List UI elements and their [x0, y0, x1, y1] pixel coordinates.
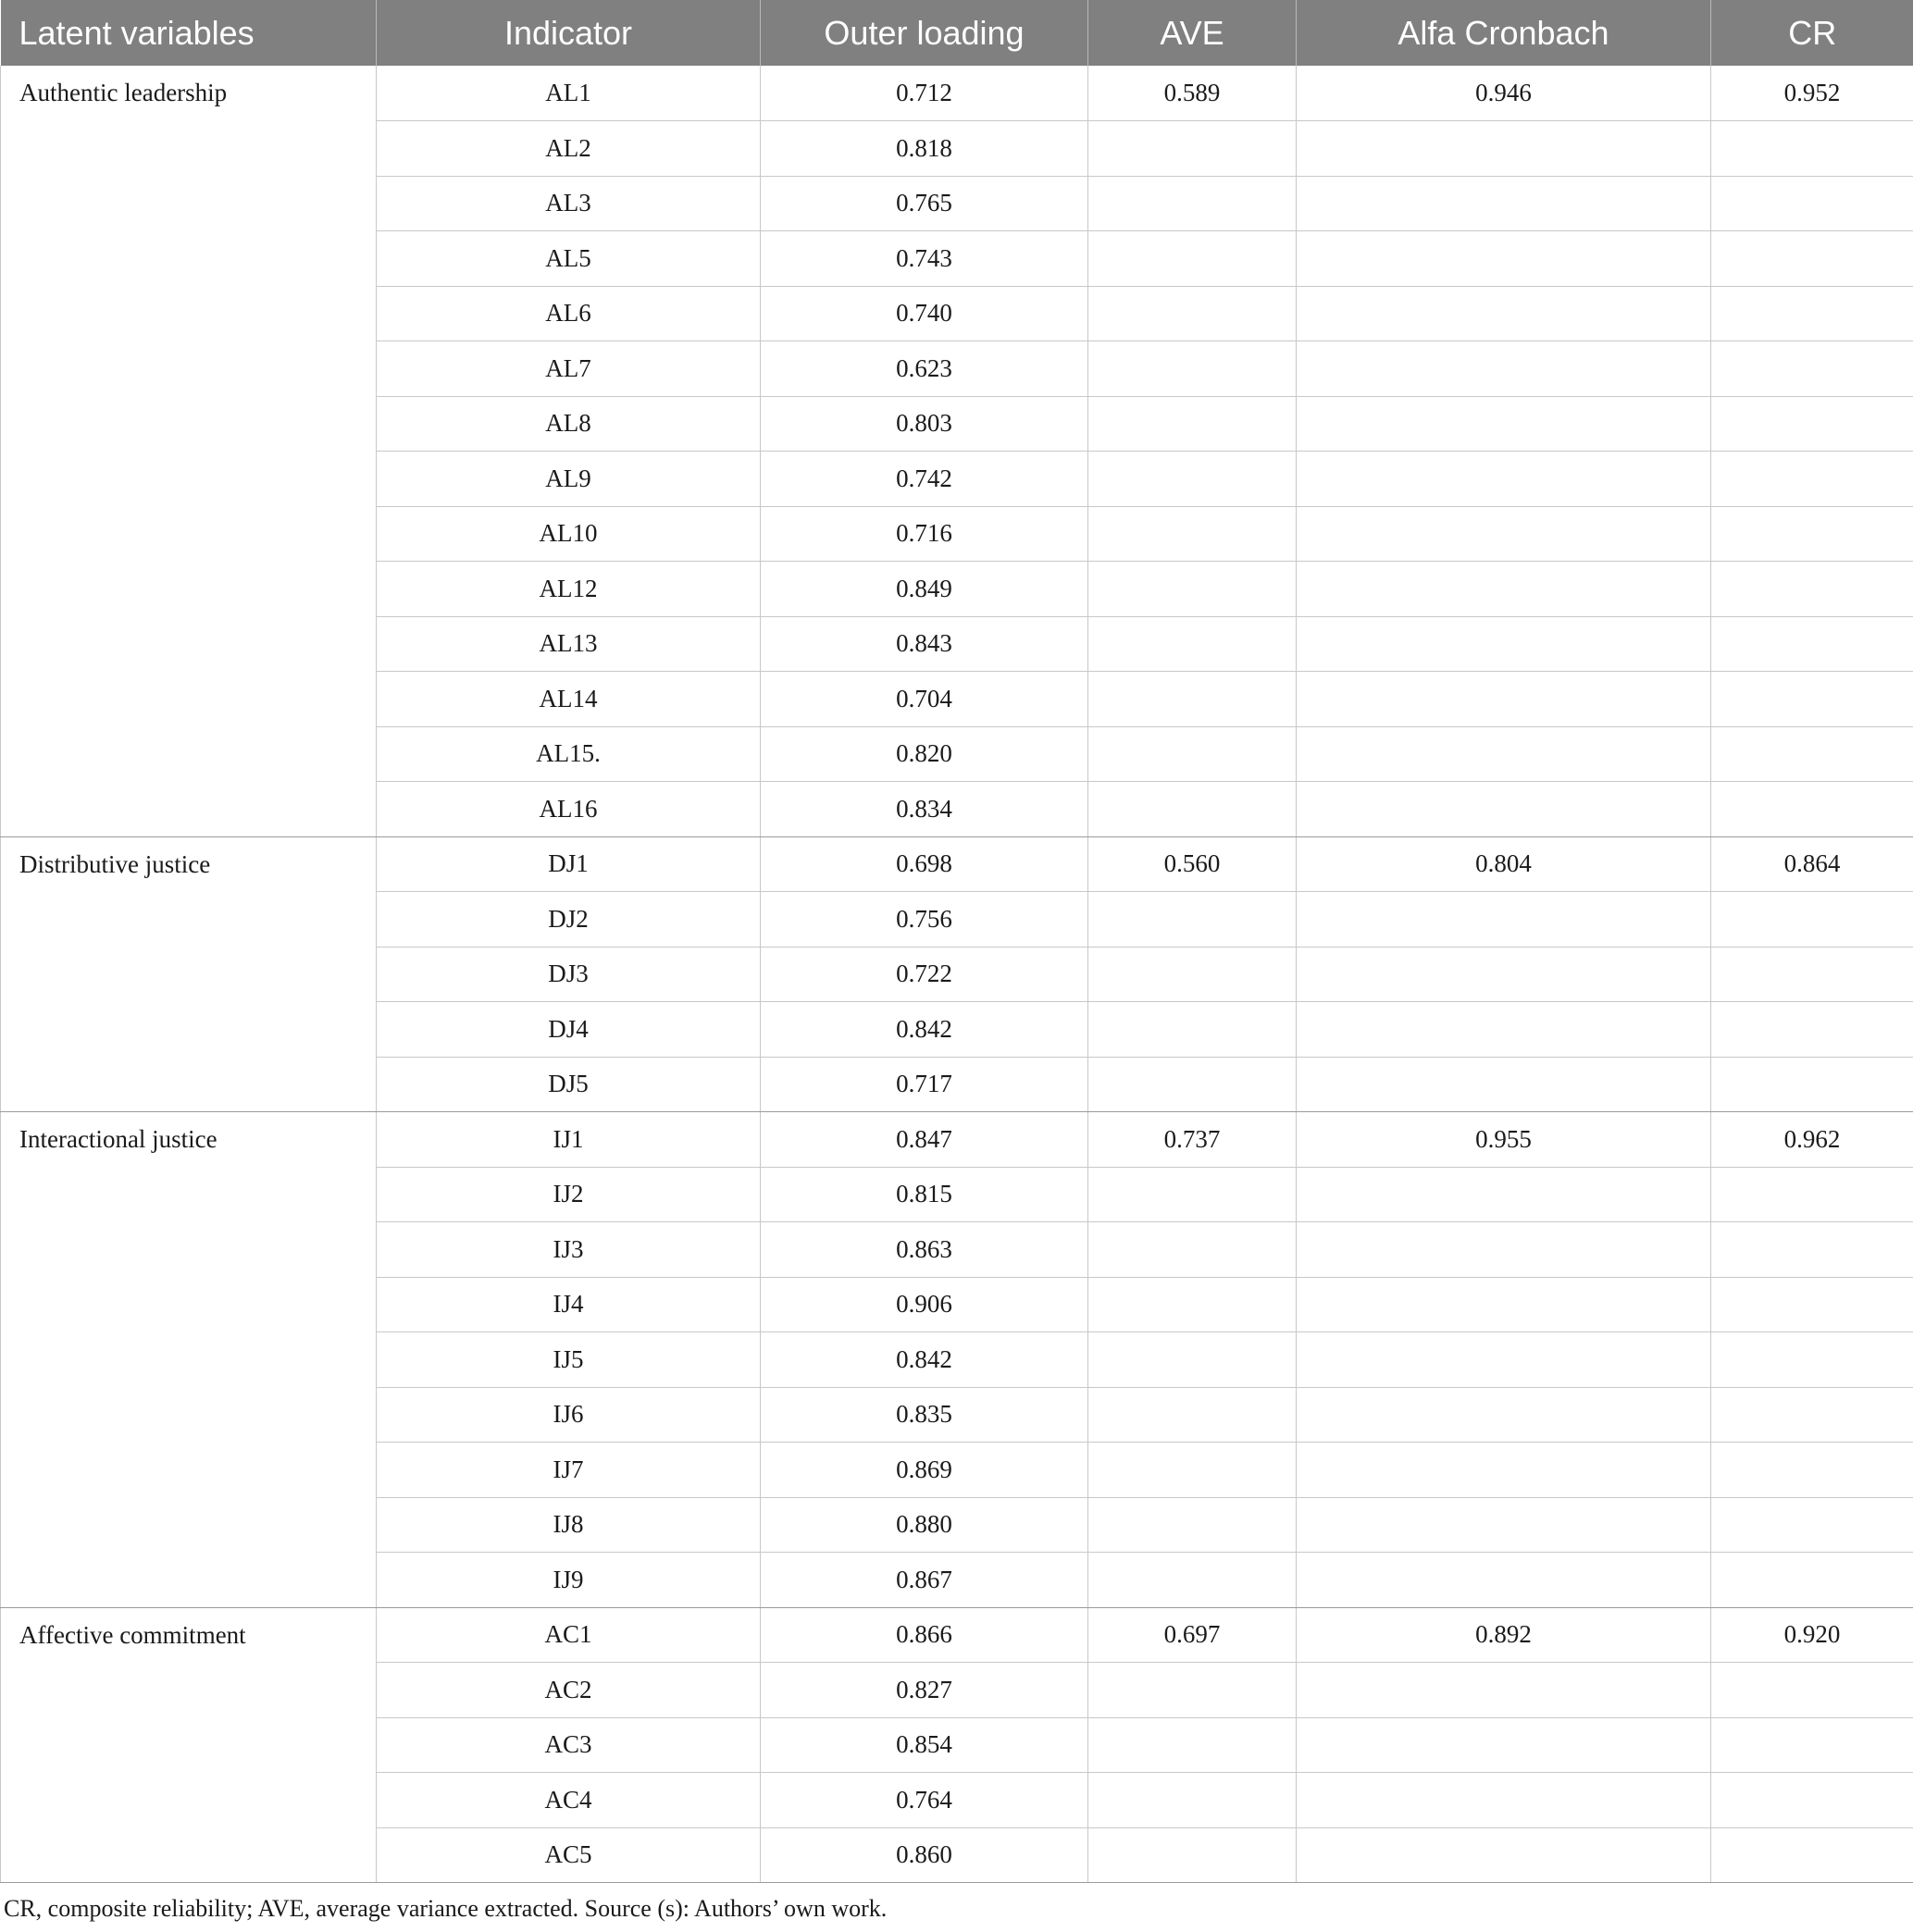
outer-loading-cell: 0.880: [761, 1497, 1088, 1553]
header-outer-loading: Outer loading: [761, 0, 1088, 66]
table-row: [1, 1607, 1913, 1663]
ave-cell: [1088, 341, 1297, 397]
ave-cell: [1088, 1332, 1297, 1388]
cr-cell: [1711, 1443, 1913, 1498]
ave-cell: [1088, 286, 1297, 341]
alfa-cronbach-cell: [1297, 341, 1711, 397]
outer-loading-cell: 0.765: [761, 176, 1088, 231]
alfa-cronbach-cell: [1297, 1827, 1711, 1883]
alfa-cronbach-cell: [1297, 286, 1711, 341]
alfa-cronbach-cell: [1297, 1332, 1711, 1388]
cr-cell: [1711, 452, 1913, 507]
outer-loading-cell: 0.764: [761, 1773, 1088, 1828]
alfa-cronbach-cell: [1297, 1387, 1711, 1443]
table-row: [1, 66, 1913, 121]
indicator-cell: AL8: [377, 396, 761, 452]
header-latent-variables: Latent variables: [1, 0, 377, 66]
alfa-cronbach-cell: [1297, 176, 1711, 231]
outer-loading-cell: 0.742: [761, 452, 1088, 507]
table-body: [1, 66, 1913, 1883]
indicator-cell: AL13: [377, 616, 761, 672]
cr-cell: [1711, 947, 1913, 1002]
cr-cell: [1711, 506, 1913, 562]
alfa-cronbach-cell: [1297, 562, 1711, 617]
alfa-cronbach-cell: [1297, 1553, 1711, 1608]
indicator-cell: AL2: [377, 121, 761, 177]
outer-loading-cell: 0.854: [761, 1717, 1088, 1773]
indicator-cell: AL15.: [377, 726, 761, 782]
indicator-cell: IJ6: [377, 1387, 761, 1443]
indicator-cell: IJ3: [377, 1222, 761, 1278]
alfa-cronbach-cell: [1297, 616, 1711, 672]
cr-cell: [1711, 231, 1913, 287]
ave-cell: [1088, 672, 1297, 727]
ave-cell: [1088, 1553, 1297, 1608]
indicator-cell: AL16: [377, 782, 761, 837]
ave-cell: [1088, 562, 1297, 617]
cr-cell: [1711, 1167, 1913, 1222]
indicator-cell: AC3: [377, 1717, 761, 1773]
cr-cell: [1711, 1387, 1913, 1443]
cr-cell: 0.952: [1711, 66, 1913, 121]
alfa-cronbach-cell: [1297, 396, 1711, 452]
indicator-cell: IJ7: [377, 1443, 761, 1498]
alfa-cronbach-cell: [1297, 1443, 1711, 1498]
cr-cell: [1711, 1222, 1913, 1278]
indicator-cell: AL6: [377, 286, 761, 341]
cr-cell: [1711, 1663, 1913, 1718]
ave-cell: [1088, 1222, 1297, 1278]
indicator-cell: DJ3: [377, 947, 761, 1002]
outer-loading-cell: 0.867: [761, 1553, 1088, 1608]
outer-loading-cell: 0.842: [761, 1002, 1088, 1058]
ave-cell: [1088, 1277, 1297, 1332]
cr-cell: [1711, 1002, 1913, 1058]
outer-loading-cell: 0.906: [761, 1277, 1088, 1332]
outer-loading-cell: 0.698: [761, 836, 1088, 892]
ave-cell: 0.697: [1088, 1607, 1297, 1663]
cr-cell: [1711, 1497, 1913, 1553]
ave-cell: [1088, 892, 1297, 947]
indicator-cell: IJ4: [377, 1277, 761, 1332]
ave-cell: [1088, 1387, 1297, 1443]
alfa-cronbach-cell: [1297, 672, 1711, 727]
cr-cell: [1711, 176, 1913, 231]
indicator-cell: AL12: [377, 562, 761, 617]
outer-loading-cell: 0.743: [761, 231, 1088, 287]
alfa-cronbach-cell: [1297, 506, 1711, 562]
alfa-cronbach-cell: [1297, 121, 1711, 177]
cr-cell: [1711, 1057, 1913, 1112]
cr-cell: [1711, 562, 1913, 617]
cr-cell: 0.864: [1711, 836, 1913, 892]
outer-loading-cell: 0.834: [761, 782, 1088, 837]
ave-cell: [1088, 1057, 1297, 1112]
outer-loading-cell: 0.820: [761, 726, 1088, 782]
indicator-cell: AL14: [377, 672, 761, 727]
outer-loading-cell: 0.842: [761, 1332, 1088, 1388]
indicator-cell: AL1: [377, 66, 761, 121]
ave-cell: [1088, 1443, 1297, 1498]
alfa-cronbach-cell: [1297, 231, 1711, 287]
ave-cell: [1088, 1497, 1297, 1553]
latent-variable-name: Authentic leadership: [1, 66, 377, 836]
alfa-cronbach-cell: 0.804: [1297, 836, 1711, 892]
ave-cell: [1088, 452, 1297, 507]
header-ave: AVE: [1088, 0, 1297, 66]
cr-cell: [1711, 341, 1913, 397]
alfa-cronbach-cell: [1297, 1222, 1711, 1278]
cr-cell: [1711, 726, 1913, 782]
latent-variable-name: Interactional justice: [1, 1112, 377, 1608]
indicator-cell: DJ1: [377, 836, 761, 892]
alfa-cronbach-cell: [1297, 1717, 1711, 1773]
alfa-cronbach-cell: 0.946: [1297, 66, 1711, 121]
outer-loading-cell: 0.722: [761, 947, 1088, 1002]
ave-cell: [1088, 616, 1297, 672]
header-alfa-cronbach: Alfa Cronbach: [1297, 0, 1711, 66]
alfa-cronbach-cell: [1297, 782, 1711, 837]
alfa-cronbach-cell: [1297, 1277, 1711, 1332]
outer-loading-cell: 0.863: [761, 1222, 1088, 1278]
ave-cell: 0.737: [1088, 1112, 1297, 1168]
ave-cell: [1088, 176, 1297, 231]
indicator-cell: DJ2: [377, 892, 761, 947]
indicator-cell: AC2: [377, 1663, 761, 1718]
outer-loading-cell: 0.866: [761, 1607, 1088, 1663]
outer-loading-cell: 0.623: [761, 341, 1088, 397]
indicator-cell: AL9: [377, 452, 761, 507]
alfa-cronbach-cell: 0.955: [1297, 1112, 1711, 1168]
cr-cell: 0.962: [1711, 1112, 1913, 1168]
alfa-cronbach-cell: [1297, 1057, 1711, 1112]
cr-cell: [1711, 672, 1913, 727]
outer-loading-cell: 0.860: [761, 1827, 1088, 1883]
ave-cell: [1088, 947, 1297, 1002]
table-header: [1, 0, 1913, 66]
cr-cell: [1711, 396, 1913, 452]
ave-cell: 0.560: [1088, 836, 1297, 892]
outer-loading-cell: 0.847: [761, 1112, 1088, 1168]
indicator-cell: IJ8: [377, 1497, 761, 1553]
alfa-cronbach-cell: [1297, 726, 1711, 782]
latent-variable-name: Distributive justice: [1, 836, 377, 1112]
alfa-cronbach-cell: [1297, 1167, 1711, 1222]
outer-loading-cell: 0.717: [761, 1057, 1088, 1112]
indicator-cell: AC5: [377, 1827, 761, 1883]
latent-variable-name: Affective commitment: [1, 1607, 377, 1883]
outer-loading-cell: 0.843: [761, 616, 1088, 672]
outer-loading-cell: 0.756: [761, 892, 1088, 947]
ave-cell: [1088, 1167, 1297, 1222]
indicator-cell: AC4: [377, 1773, 761, 1828]
ave-cell: [1088, 782, 1297, 837]
cr-cell: [1711, 1773, 1913, 1828]
alfa-cronbach-cell: 0.892: [1297, 1607, 1711, 1663]
indicator-cell: AL3: [377, 176, 761, 231]
outer-loading-cell: 0.827: [761, 1663, 1088, 1718]
outer-loading-cell: 0.835: [761, 1387, 1088, 1443]
ave-cell: [1088, 506, 1297, 562]
indicator-cell: DJ5: [377, 1057, 761, 1112]
cr-cell: [1711, 286, 1913, 341]
outer-loading-cell: 0.803: [761, 396, 1088, 452]
ave-cell: [1088, 1717, 1297, 1773]
outer-loading-cell: 0.740: [761, 286, 1088, 341]
outer-loading-cell: 0.704: [761, 672, 1088, 727]
table-footnote: CR, composite reliability; AVE, average variance extracted. Source (s): Authors’ own work.: [4, 1895, 888, 1922]
cr-cell: [1711, 616, 1913, 672]
cr-cell: [1711, 1553, 1913, 1608]
ave-cell: 0.589: [1088, 66, 1297, 121]
header-cr: CR: [1711, 0, 1913, 66]
alfa-cronbach-cell: [1297, 1497, 1711, 1553]
alfa-cronbach-cell: [1297, 452, 1711, 507]
outer-loading-cell: 0.818: [761, 121, 1088, 177]
cr-cell: [1711, 1717, 1913, 1773]
table-row: [1, 1112, 1913, 1168]
ave-cell: [1088, 1827, 1297, 1883]
cr-cell: [1711, 121, 1913, 177]
outer-loading-cell: 0.712: [761, 66, 1088, 121]
outer-loading-cell: 0.716: [761, 506, 1088, 562]
alfa-cronbach-cell: [1297, 892, 1711, 947]
ave-cell: [1088, 231, 1297, 287]
alfa-cronbach-cell: [1297, 1002, 1711, 1058]
alfa-cronbach-cell: [1297, 1773, 1711, 1828]
outer-loading-cell: 0.849: [761, 562, 1088, 617]
cr-cell: [1711, 892, 1913, 947]
cr-cell: [1711, 1277, 1913, 1332]
alfa-cronbach-cell: [1297, 947, 1711, 1002]
indicator-cell: IJ9: [377, 1553, 761, 1608]
indicator-cell: AL5: [377, 231, 761, 287]
ave-cell: [1088, 726, 1297, 782]
alfa-cronbach-cell: [1297, 1663, 1711, 1718]
indicator-cell: IJ5: [377, 1332, 761, 1388]
indicator-cell: IJ1: [377, 1112, 761, 1168]
indicator-cell: AL10: [377, 506, 761, 562]
indicator-cell: AL7: [377, 341, 761, 397]
indicator-cell: AC1: [377, 1607, 761, 1663]
cr-cell: [1711, 782, 1913, 837]
cr-cell: [1711, 1827, 1913, 1883]
ave-cell: [1088, 1663, 1297, 1718]
indicator-cell: IJ2: [377, 1167, 761, 1222]
ave-cell: [1088, 1002, 1297, 1058]
ave-cell: [1088, 1773, 1297, 1828]
cr-cell: [1711, 1332, 1913, 1388]
header-row: [1, 0, 1913, 66]
cr-cell: 0.920: [1711, 1607, 1913, 1663]
header-indicator: Indicator: [377, 0, 761, 66]
outer-loading-cell: 0.815: [761, 1167, 1088, 1222]
ave-cell: [1088, 396, 1297, 452]
outer-loading-cell: 0.869: [761, 1443, 1088, 1498]
ave-cell: [1088, 121, 1297, 177]
indicator-cell: DJ4: [377, 1002, 761, 1058]
table-row: [1, 836, 1913, 892]
